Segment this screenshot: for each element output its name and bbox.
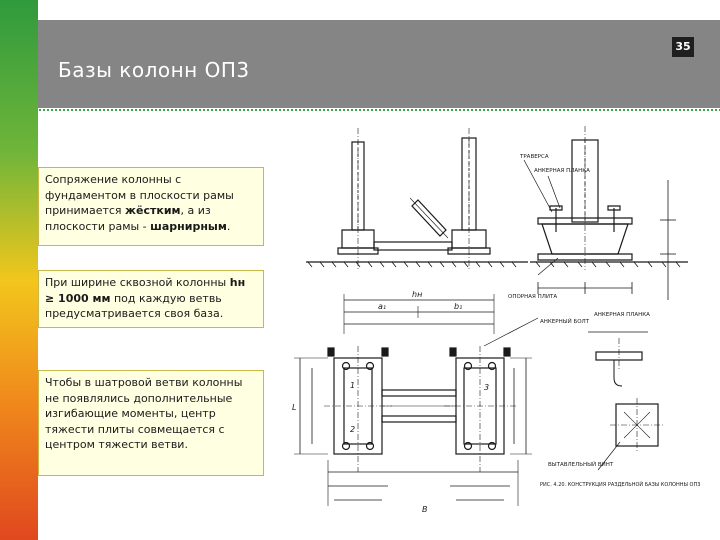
box-text-bold: hн ≥ 1000 мм <box>45 276 246 305</box>
drawing-caption: РИС. 4.20. КОНСТРУКЦИЯ РАЗДЕЛЬНОЙ БАЗЫ КОЛОННЫ ОП3 <box>540 482 701 488</box>
text-box-separate-base <box>38 270 264 328</box>
dim-B: B <box>422 505 428 514</box>
label-support-plate: ОПОРНАЯ ПЛИТА <box>508 294 558 300</box>
label-anchor-plank: АНКЕРНАЯ ПЛАНКА <box>594 312 650 318</box>
text-box-rigid-connection <box>38 167 264 246</box>
box-text: При ширине сквозной колонны <box>45 276 230 289</box>
box-text: , а из плоскости рамы - <box>45 204 211 233</box>
box-text-bold: шарнирным <box>150 219 227 233</box>
box-text-bold: жёстким <box>125 204 181 217</box>
text-box-center-of-gravity <box>38 370 264 476</box>
marker-3: 3 <box>484 383 490 392</box>
slide-number: 35 <box>672 37 694 57</box>
box-text: Сопряжение колонны с фундаментом в плоскости рамы принимается <box>45 173 234 217</box>
dim-b1: b₁ <box>454 302 463 311</box>
label-leveling-screw: ВЫТАВЛЕЛЬНЫЙ ВИНТ <box>548 462 614 468</box>
column-base-drawing <box>288 120 704 520</box>
slide-header <box>38 20 720 108</box>
slide-title: Базы колонн ОП3 <box>58 58 250 82</box>
label-anchor-plate: АНКЕРНАЯ ПЛАНКА <box>534 168 590 174</box>
box-text: под каждую ветвь предусматривается своя база. <box>45 291 224 320</box>
marker-1: 1 <box>350 381 356 390</box>
marker-2: 2 <box>350 425 356 434</box>
dim-hn: hн <box>412 290 423 299</box>
label-anchor-bolt: АНКЕРНЫЙ БОЛТ <box>540 319 590 325</box>
side-accent-stripe <box>0 0 38 540</box>
dim-L: L <box>292 403 297 412</box>
dim-a1: a₁ <box>378 302 387 311</box>
box-text: . <box>226 219 231 233</box>
label-traverse: ТРАВЕРСА <box>520 154 549 160</box>
dotted-divider <box>38 108 720 112</box>
box-text: Чтобы в шатровой ветви колонны не появлялись дополнительные изгибающие моменты, центр тяжести плиты совмещается с центром тяжести ветви. <box>45 376 243 451</box>
